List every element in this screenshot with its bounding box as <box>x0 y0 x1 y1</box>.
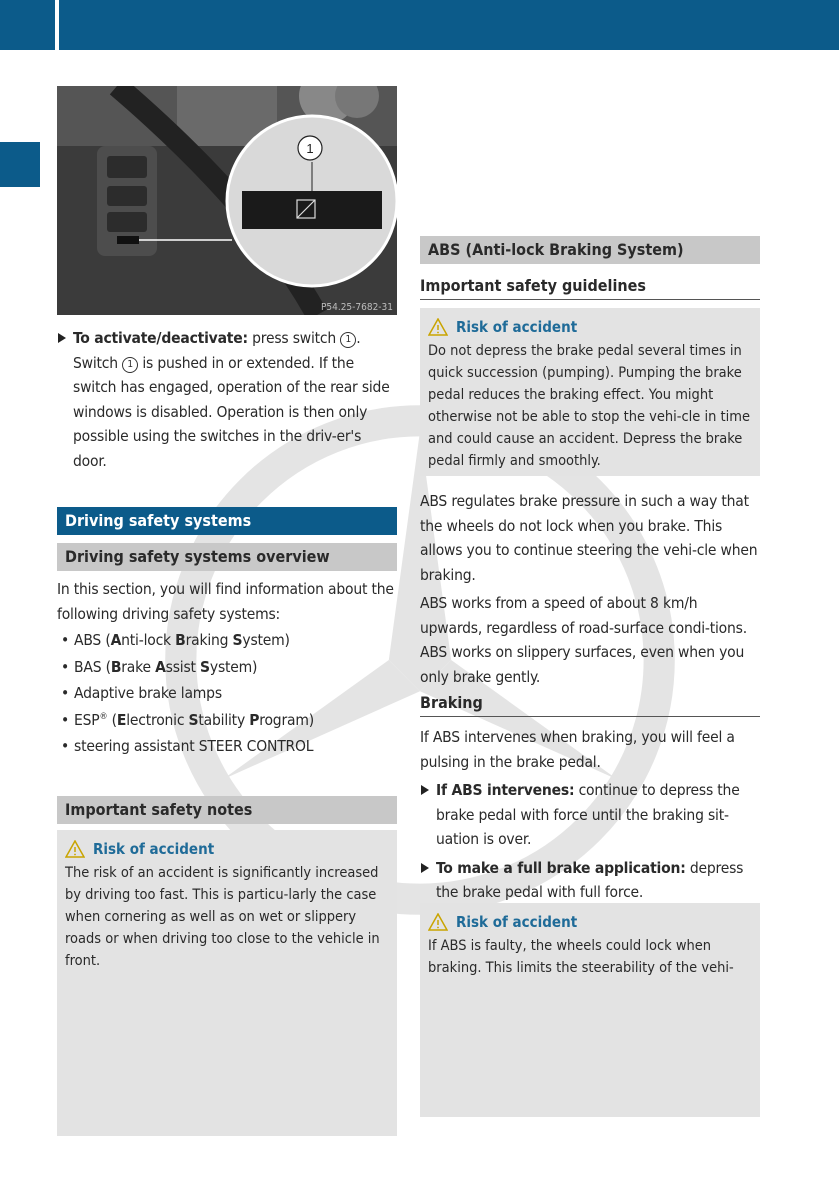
warning-body: If ABS is faulty, the wheels could lock when braking. This limits the steerability of the vehi- <box>428 938 734 976</box>
systems-list <box>57 628 397 759</box>
warning-box-right-1 <box>420 308 760 476</box>
abs-title: ABS (Anti-lock Braking System) <box>420 236 760 264</box>
warning-title: Risk of accident <box>456 913 578 931</box>
braking-para: If ABS intervenes when braking, you will feel a pulsing in the brake pedal. <box>420 728 735 771</box>
warning-body: The risk of an accident is significantly increased by driving too fast. This is particu-larly the case when cornering as well as on wet or slippery roads or when driving too close to the vehicle in front. <box>65 865 380 969</box>
photo-code: P54.25-7682-31 <box>320 302 393 313</box>
switch-number-1: 1 <box>340 332 356 348</box>
list-item: • steering assistant STEER CONTROL <box>57 734 397 759</box>
abs-para-2: ABS works from a speed of about 8 km/h upwards, regardless of road-surface condi-tions. ABS works on slippery surfaces, even when you only brake gently. <box>420 594 747 686</box>
warning-box-right-2 <box>420 903 760 1117</box>
instruction-label: To activate/deactivate: <box>73 329 248 347</box>
guidelines-title: Important safety guidelines <box>420 275 760 300</box>
header-bar-left <box>0 0 55 50</box>
section-title: Driving safety systems <box>57 507 397 535</box>
warning-box-left <box>57 830 397 1136</box>
header-bar-right <box>59 0 839 50</box>
list-item: • Adaptive brake lamps <box>57 681 397 706</box>
door-switch-photo <box>57 86 397 315</box>
braking-instruction-1: If ABS intervenes: continue to depress the brake pedal with force until the braking sit-uation is over. <box>420 778 760 852</box>
subsection-title: Driving safety systems overview <box>57 543 397 571</box>
braking-block <box>420 725 760 905</box>
abs-paragraphs <box>420 489 760 689</box>
list-item: • ABS (Anti-lock Braking System) <box>57 628 397 653</box>
warning-body: Do not depress the brake pedal several times in quick succession (pumping). Pumping the brake pedal reduces the braking effect. You might otherwise not be able to stop the vehi-cle in time and could cause an accident. Depress the brake pedal firmly and smoothly. <box>428 343 750 469</box>
warning-triangle-icon <box>428 318 448 336</box>
abs-para-1: ABS regulates brake pressure in such a way that the wheels do not lock when you brake. This allows you to continue steering the vehi-cle when braking. <box>420 492 758 584</box>
photo-callout-number: 1 <box>306 141 314 156</box>
list-item: • BAS (Brake Assist System) <box>57 655 397 680</box>
safety-notes-title: Important safety notes <box>57 796 397 824</box>
warning-triangle-icon <box>65 840 85 858</box>
braking-instruction-2: To make a full brake application: depress the brake pedal with full force. <box>420 856 760 905</box>
chapter-tab <box>0 142 40 187</box>
warning-triangle-icon <box>428 913 448 931</box>
braking-title: Braking <box>420 692 760 717</box>
intro-block <box>57 577 397 759</box>
switch-number-1b: 1 <box>122 357 138 373</box>
left-instruction: To activate/deactivate: press switch 1 . Switch 1 is pushed in or extended. If the switch has engaged, operation of the rear side windows is disabled. Operation is then only possible using the switches in the driv-er's door. <box>57 326 397 473</box>
intro-text: In this section, you will find information about the following driving safety systems: <box>57 580 394 623</box>
warning-title: Risk of accident <box>93 840 215 858</box>
warning-title: Risk of accident <box>456 318 578 336</box>
list-item: • ESP® (Electronic Stability Program) <box>57 708 397 733</box>
